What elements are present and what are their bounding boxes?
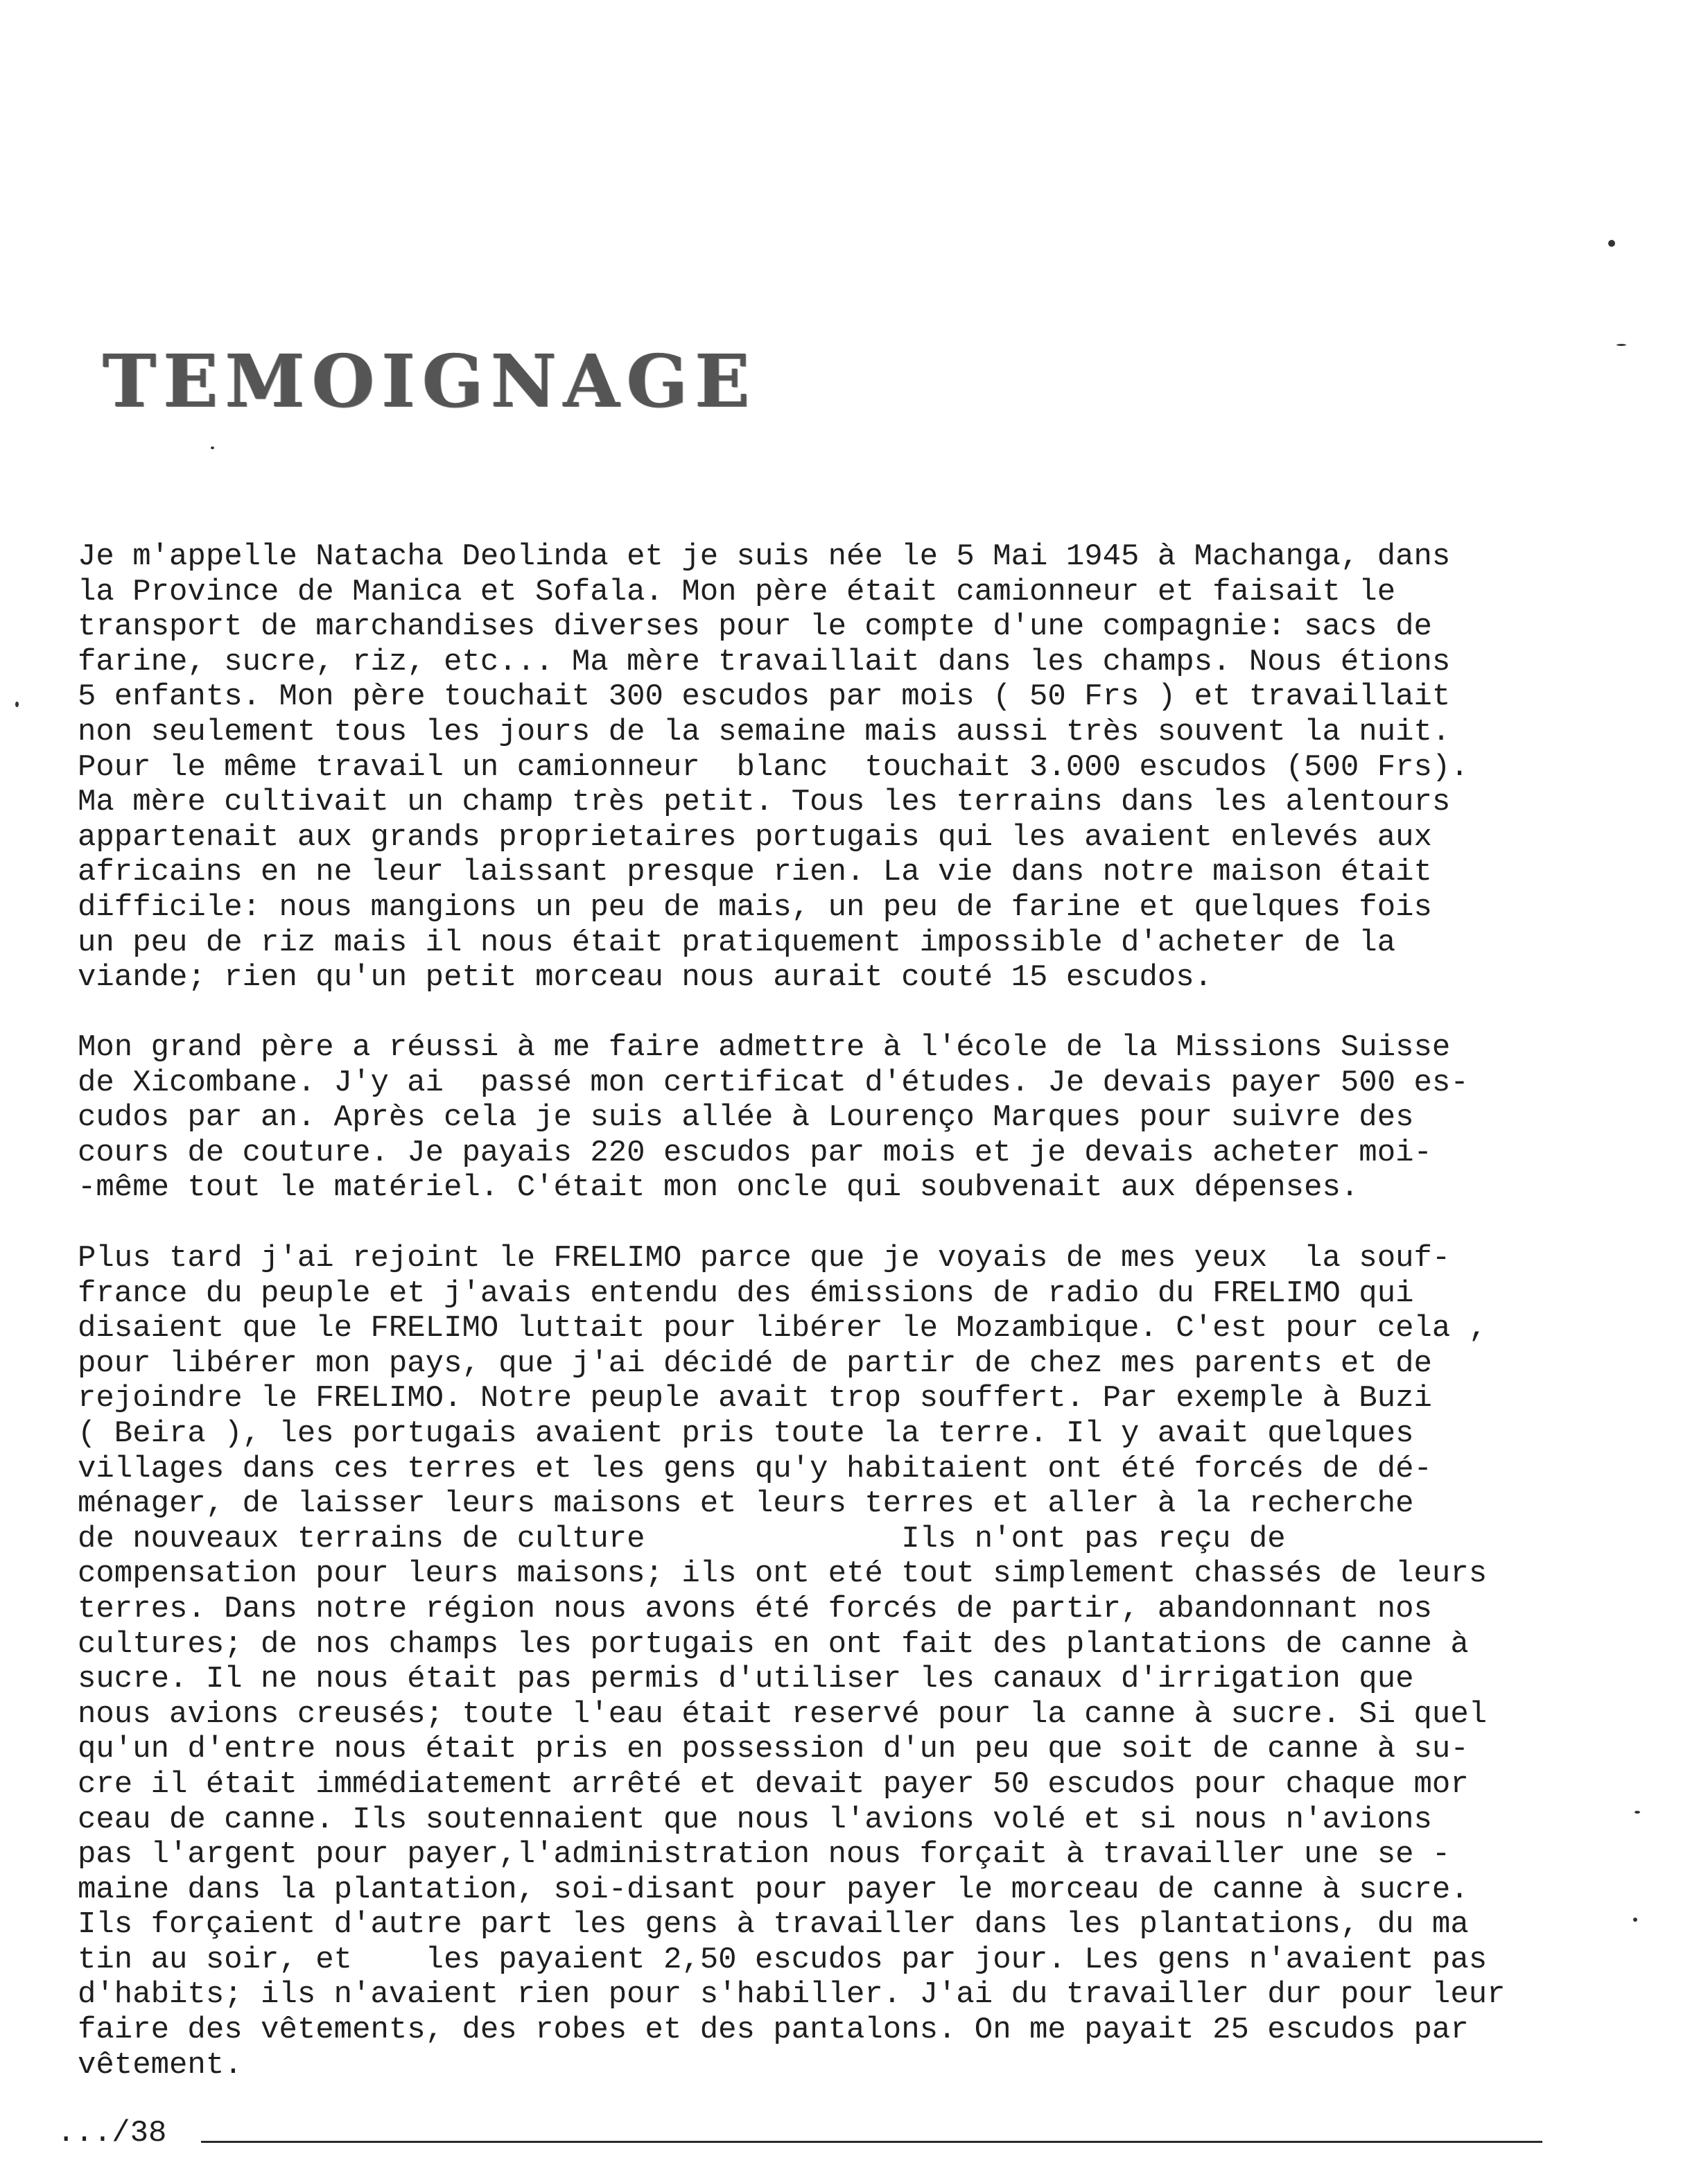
page-title: TEMOIGNAGE (103, 338, 757, 424)
scan-speck (15, 702, 19, 707)
scan-speck (1617, 344, 1626, 346)
scan-speck (1608, 240, 1615, 247)
paragraph-2: Mon grand père a réussi à me faire admettre à l'école de la Missions Suisse de Xicombane. J'y ai passé mon certificat d'études. Je devais payer 500 es- cudos par an. Après cela je suis allée à Lourenço Marques pour suivre des cours de couture. Je payais 220 escudos par mois et je devais acheter moi- -même tout le matériel. C'était mon oncle qui soubvenait aux dépenses. (78, 1030, 1469, 1206)
scan-speck (1635, 1811, 1640, 1814)
scan-speck (211, 446, 214, 449)
footer-rule (201, 2141, 1542, 2143)
page-continuation-ref: .../38 (57, 2116, 167, 2151)
paragraph-3: Plus tard j'ai rejoint le FRELIMO parce que je voyais de mes yeux la souf- france du peuple et j'avais entendu des émissions de radio du FRELIMO qui disaient que le FRELIMO luttait pour libérer le Mozambique. C'est pour cela , pour libérer mon pays, que j'ai décidé de partir de chez mes parents et de rejoindre le FRELIMO. Notre peuple avait trop souffert. Par exemple à Buzi ( Beira ), les portugais avaient pris toute la terre. Il y avait quelques villages dans ces terres et les gens qu'y habitaient ont été forcés de dé- ménager, de laisser leurs maisons et leurs terres et aller à la recherche de nouveaux terrains de culture Ils n'ont pas reçu de compensation pour leurs maisons; ils ont eté tout simplement chassés de leurs terres. Dans notre région nous avons été forcés de partir, abandonnant nos cultures; de nos champs les portugais en ont fait des plantations de canne à sucre. Il ne nous était pas permis d'utiliser les canaux d'irrigation que nous avions creusés; toute l'eau était reservé pour la canne à sucre. Si quel qu'un d'entre nous était pris en possession d'un peu que soit de canne à su- cre il était immédiatement arrêté et devait payer 50 escudos pour chaque mor ceau de canne. Ils soutennaient que nous l'avions volé et si nous n'avions pas l'argent pour payer,l'administration nous forçait à travailler une se - maine dans la plantation, soi-disant pour payer le morceau de canne à sucre. Ils forçaient d'autre part les gens à travailler dans les plantations, du ma tin au soir, et les payaient 2,50 escudos par jour. Les gens n'avaient pas d'habits; ils n'avaient rien pour s'habiller. J'ai du travailler dur pour leur faire des vêtements, des robes et des pantalons. On me payait 25 escudos par vêtement. (78, 1241, 1506, 2083)
paragraph-1: Je m'appelle Natacha Deolinda et je suis née le 5 Mai 1945 à Machanga, dans la Province de Manica et Sofala. Mon père était camionneur et faisait le transport de marchandises diverses pour le compte d'une compagnie: sacs de farine, sucre, riz, etc... Ma mère travaillait dans les champs. Nous étions 5 enfants. Mon père touchait 300 escudos par mois ( 50 Frs ) et travaillait non seulement tous les jours de la semaine mais aussi très souvent la nuit. Pour le même travail un camionneur blanc touchait 3.000 escudos (500 Frs). Ma mère cultivait un champ très petit. Tous les terrains dans les alentours appartenait aux grands proprietaires portugais qui les avaient enlevés aux africains en ne leur laissant presque rien. La vie dans notre maison était difficile: nous mangions un peu de mais, un peu de farine et quelques fois un peu de riz mais il nous était pratiquement impossible d'acheter de la viande; rien qu'un petit morceau nous aurait couté 15 escudos. (78, 539, 1469, 996)
scan-speck (1633, 1918, 1637, 1922)
